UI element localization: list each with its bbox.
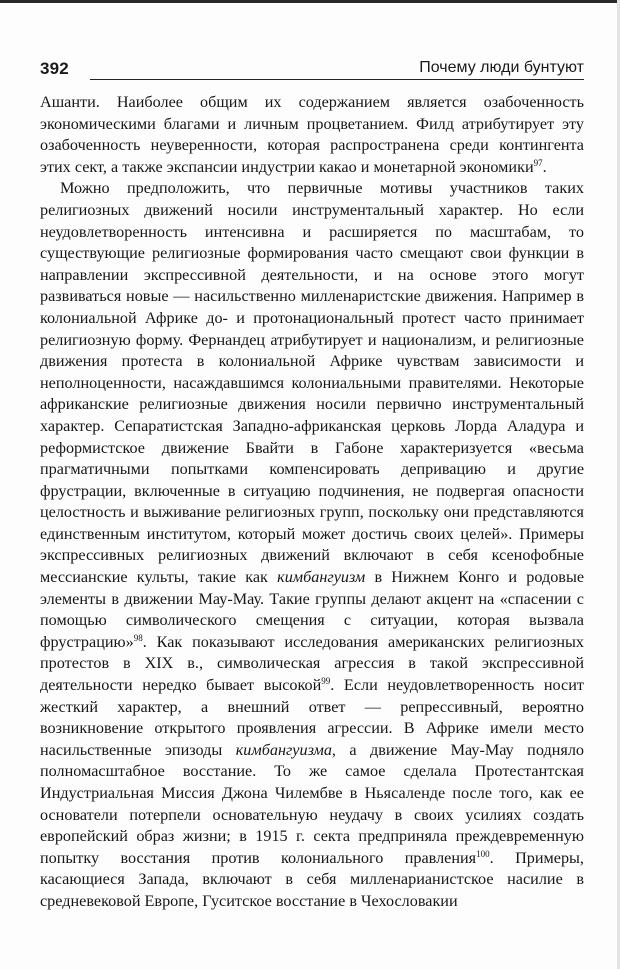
paragraph-2 [40,178,584,912]
italic-term-kimbanguism: кимбангуизм [277,568,366,587]
page-header [40,59,584,85]
paragraph-2-part-2: в Нижнем Конго и родовые элементы в движении Мау-Мау. Такие группы делают акцент на «спасении с помощью символического смещения с ситуации, которая вызвала фрустрацию» [40,568,585,651]
paragraph-2-part-1: Можно предположить, что первичные мотивы участников таких религиозных движений носили инструментальный характер. Но если неудовлетворенность интенсивна и расширяется по масштабам, то существующие религиозные формирования часто смещают свои функции в направлении экспрессивной деятельности, и на основе этого могут развиваться новые — насильственно милленаристские движения. Например в колониальной Африке до- и протонациональный протест часто принимает религиозную форму. Фернандец атрибутирует и национализм, и религиозные движения протеста в колониальной Африке чувствам зависимости и неполноценности, насаждавшимся колониальными правителями. Некоторые африканские религиозные движения носили первично инструментальный характер. Сепаратистская Западно-африканская церковь Лорда Аладура и реформистское движение Бвайти в Габоне характеризуется «весьма прагматичными попытками компенсировать депривацию и другие фрустрации, включенные в ситуацию подчинения, не подвергая опасности целостность и выживание религиозных групп, поскольку они представляются единственным институтом, который может достичь своих целей». Примеры экспрессивных религиозных движений включают в себя ксенофобные мессианские культы, такие как [40,179,584,587]
body-text [40,92,584,913]
scan-top-edge [0,0,620,3]
footnote-ref-98: 98 [133,632,143,643]
page-number: 392 [40,59,69,78]
italic-term-kimbanguism-2: кимбангуизма [235,740,332,759]
footnote-ref-97: 97 [533,157,543,168]
footnote-ref-99: 99 [321,676,331,687]
paragraph-1-text: Ашанти. Наиболее общим их содержанием является озабоченность экономическими благами и личным процветанием. Филд атрибутирует эту озабоченность неуверенности, которая распространена среди контингента этих сект, а также экспансии индустрии какао и монетарной экономики [40,93,584,176]
paragraph-1-tail: . [542,157,547,176]
header-rule [90,79,584,80]
running-title: Почему люди бунтуют [419,59,584,76]
paragraph-2-part-4: . Если неудовлетворенность носит жесткий характер, а внешний ответ — репрессивный, вероятно возникновение открытого проявления агрессии. В Африке имели место насильственные эпизоды [40,676,584,759]
paragraph-2-part-6: . Примеры, касающиеся Запада, включают в себя милленарианистское насилие в средневековой Европе, Гуситское восстание в Чехословакии [40,848,584,910]
paragraph-1 [40,92,584,178]
paragraph-2-part-3: . Как показывают исследования американских религиозных протестов в XIX в., символическая агрессия в такой экспрессивной деятельности нередко бывает высокой [40,632,584,695]
paragraph-2-part-5: , а движение Мау-Мау подняло полномасштабное восстание. То же самое сделала Протестантская Индустриальная Миссия Джона Чилембве в Ньясаленде после того, как ее основатели потерпели основательную неудачу в своих усилиях создать европейский образ жизни; в 1915 г. секта предприняла преждевременную попытку восстания против колониального правления [40,740,584,867]
footnote-ref-100: 100 [476,848,490,859]
